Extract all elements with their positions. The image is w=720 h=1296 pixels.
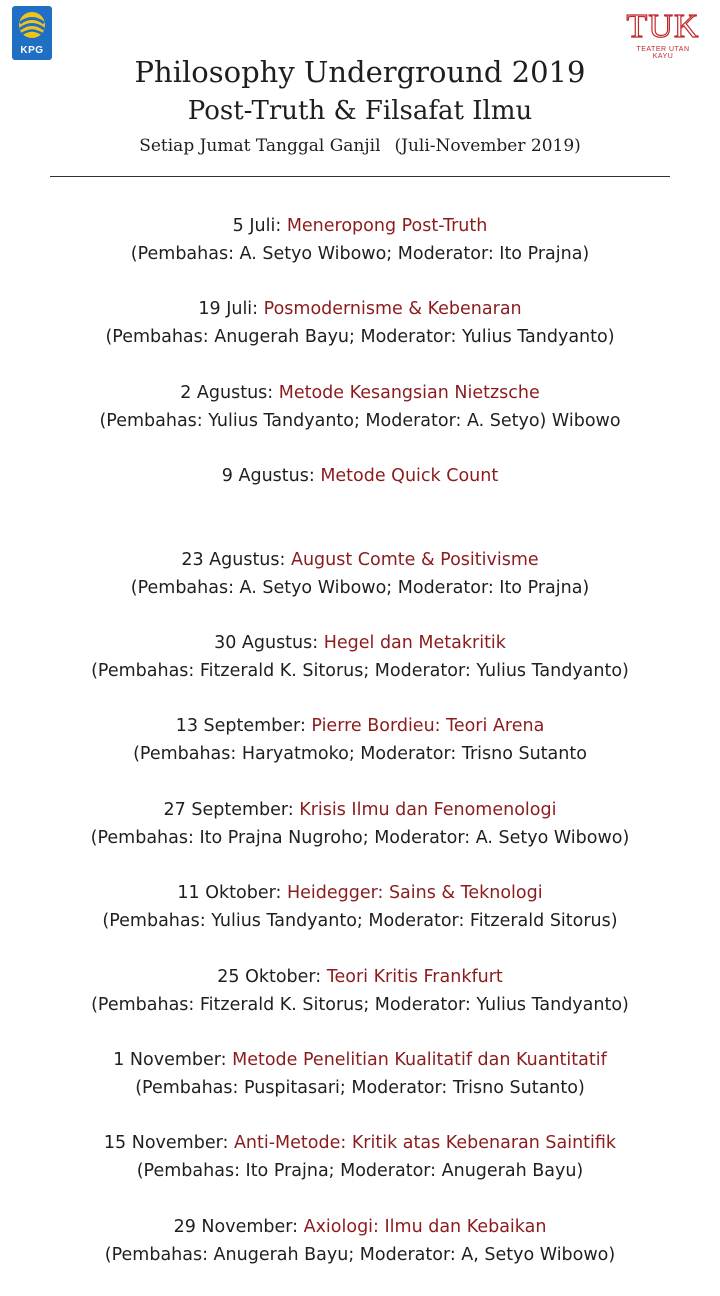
session-heading <box>0 879 720 907</box>
session-topic: August Comte & Positivisme <box>290 549 539 570</box>
session-item <box>0 963 720 1046</box>
schedule-period: (Juli-November 2019) <box>394 136 581 156</box>
session-date: 2 Agustus: <box>180 382 279 403</box>
session-item <box>0 712 720 795</box>
session-heading <box>0 963 720 991</box>
session-people: (Pembahas: A. Setyo Wibowo; Moderator: Ito Prajna) <box>130 244 590 264</box>
kpg-logo-text: KPG <box>20 45 44 56</box>
session-date: 5 Juli: <box>232 216 287 236</box>
session-list <box>0 212 720 1296</box>
session-heading <box>0 796 720 824</box>
session-date: 11 Oktober: <box>177 883 287 904</box>
session-item <box>0 546 720 629</box>
session-people: (Pembahas: Fitzerald K. Sitorus; Moderator: Yulius Tandyanto) <box>91 660 629 681</box>
session-heading <box>0 546 720 574</box>
session-item <box>0 379 720 462</box>
schedule-note <box>0 132 720 160</box>
session-date: 19 Juli: <box>198 299 264 320</box>
session-topic: Metode Penelitian Kualitatif dan Kuantitatif <box>232 1049 607 1070</box>
session-item <box>0 629 720 712</box>
session-item <box>0 295 720 378</box>
session-topic: Posmodernisme & Kebenaran <box>263 299 522 320</box>
session-heading <box>0 1046 720 1074</box>
session-heading <box>0 295 720 323</box>
session-heading <box>0 1213 720 1241</box>
page-title: Philosophy Underground 2019 <box>134 55 586 89</box>
tuk-logo-mark: TUK <box>626 8 700 45</box>
session-date: 29 November: <box>173 1216 304 1237</box>
session-people: (Pembahas: Yulius Tandyanto; Moderator: Fitzerald Sitorus) <box>102 911 618 932</box>
session-item <box>0 879 720 962</box>
session-date: 15 November: <box>103 1133 234 1154</box>
session-date: 23 Agustus: <box>181 549 291 570</box>
session-people: (Pembahas: Fitzerald K. Sitorus; Moderator: Yulius Tandyanto) <box>91 994 629 1015</box>
session-people: (Pembahas: Puspitasari; Moderator: Trisno Sutanto) <box>135 1077 585 1098</box>
session-heading <box>0 462 720 490</box>
session-topic: Metode Kesangsian Nietzsche <box>278 382 540 403</box>
session-date: 30 Agustus: <box>214 632 324 653</box>
page-subtitle: Post-Truth & Filsafat Ilmu <box>187 96 533 126</box>
session-topic: Heidegger: Sains & Teknologi <box>286 883 543 904</box>
session-people: (Pembahas: Anugerah Bayu; Moderator: A, Setyo Wibowo) <box>104 1244 616 1265</box>
session-people: (Pembahas: Ito Prajna; Moderator: Anugerah Bayu) <box>136 1161 584 1182</box>
session-date: 27 September: <box>163 799 300 820</box>
session-item <box>0 212 720 295</box>
session-topic: Anti-Metode: Kritik atas Kebenaran Saintifik <box>233 1133 617 1154</box>
header-divider <box>50 176 670 177</box>
session-item <box>0 796 720 879</box>
session-date: 9 Agustus: <box>221 466 321 487</box>
session-people: (Pembahas: Ito Prajna Nugroho; Moderator: A. Setyo Wibowo) <box>90 827 630 848</box>
session-date: 25 Oktober: <box>217 966 327 987</box>
session-heading <box>0 629 720 657</box>
session-people: (Pembahas: A. Setyo Wibowo; Moderator: Ito Prajna) <box>130 577 590 598</box>
schedule-frequency: Setiap Jumat Tanggal Ganjil <box>139 136 381 156</box>
session-people: (Pembahas: Haryatmoko; Moderator: Trisno Sutanto <box>133 744 587 765</box>
session-topic: Metode Quick Count <box>320 466 499 487</box>
session-topic: Teori Kritis Frankfurt <box>326 966 503 987</box>
session-topic: Meneropong Post-Truth <box>286 216 488 236</box>
session-heading <box>0 379 720 407</box>
session-heading <box>0 712 720 740</box>
session-topic: Axiologi: Ilmu dan Kebaikan <box>303 1216 547 1237</box>
session-item <box>0 1046 720 1129</box>
session-heading <box>0 212 720 240</box>
session-heading <box>0 1129 720 1157</box>
session-date: 13 September: <box>175 716 312 737</box>
page-header <box>0 52 720 160</box>
session-topic: Pierre Bordieu: Teori Arena <box>311 716 545 737</box>
session-people: (Pembahas: Anugerah Bayu; Moderator: Yulius Tandyanto) <box>105 327 615 348</box>
kpg-globe-icon <box>17 10 47 40</box>
session-people: (Pembahas: Yulius Tandyanto; Moderator: A. Setyo) Wibowo <box>99 410 621 431</box>
session-item <box>0 1129 720 1212</box>
tuk-logo-caption: TEATER UTAN KAYU <box>636 46 690 60</box>
session-item <box>0 1213 720 1296</box>
session-date: 1 November: <box>113 1049 233 1070</box>
session-item <box>0 462 720 545</box>
session-topic: Krisis Ilmu dan Fenomenologi <box>299 799 557 820</box>
session-topic: Hegel dan Metakritik <box>323 632 506 653</box>
